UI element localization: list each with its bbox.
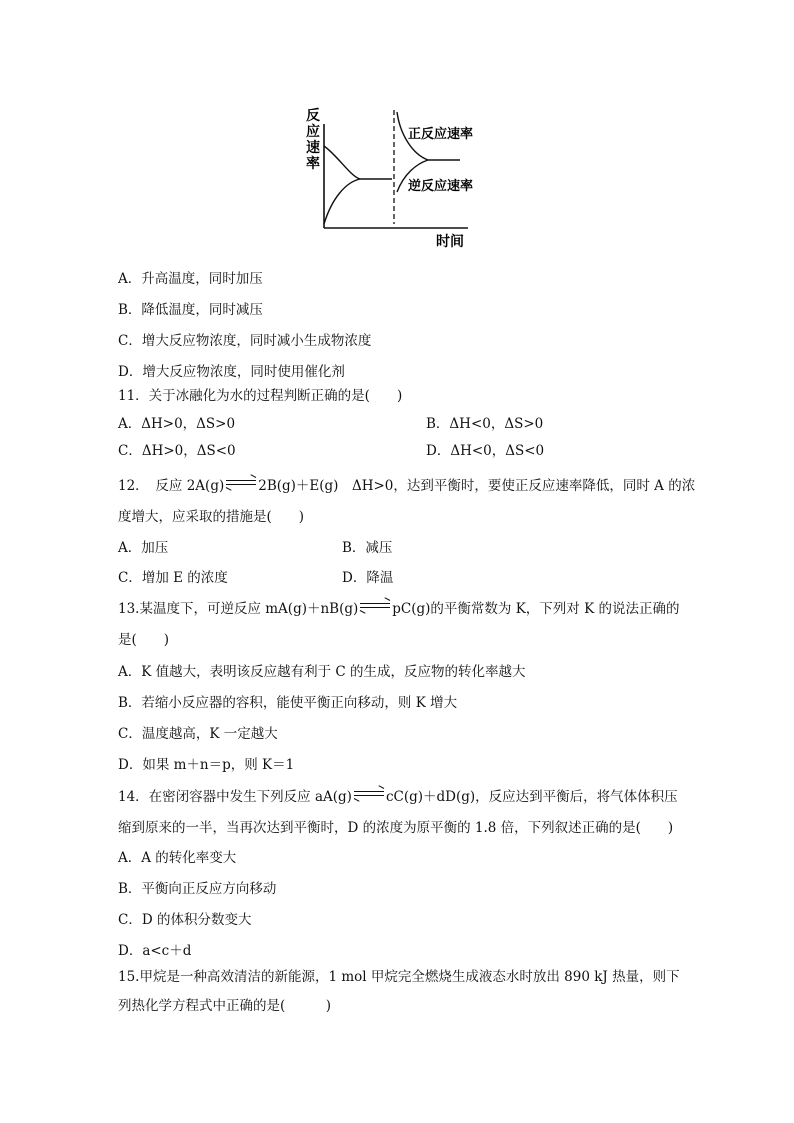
reverse-rate-curve-1	[324, 179, 360, 224]
q15-stem-line2: 列热化学方程式中正确的是( )	[118, 998, 332, 1014]
y-axis-label-char: 速	[306, 140, 320, 156]
q12-option-b: B．减压	[342, 540, 393, 556]
q12-stem-part2: 2B(g)＋E(g) ΔH>0，达到平衡时，要使正反应速率降低，同时 A 的浓	[258, 478, 696, 494]
q14-stem-part1: 14．在密闭容器中发生下列反应 aA(g)	[118, 789, 352, 805]
q14-option-b: B．平衡向正反应方向移动	[118, 881, 277, 897]
q10-option-d: D．增大反应物浓度，同时使用催化剂	[118, 364, 345, 380]
forward-rate-label: 正反应速率	[408, 127, 474, 142]
q13-option-d: D．如果 m＋n＝p，则 K＝1	[118, 757, 295, 773]
q13-stem-part2: pC(g)的平衡常数为 K，下列对 K 的说法正确的	[392, 601, 680, 617]
q13-stem	[118, 599, 679, 619]
q12-option-d: D．降温	[342, 570, 394, 586]
reverse-rate-label: 逆反应速率	[408, 179, 474, 194]
q14-stem-part2: cC(g)＋dD(g)，反应达到平衡后，将气体体积压	[385, 789, 678, 805]
q15-stem-line1: 15.甲烷是一种高效清洁的新能源，1 mol 甲烷完全燃烧生成液态水时放出 890 kJ 热量，则下	[118, 969, 680, 985]
q13-stem-line2: 是( )	[118, 632, 170, 648]
equilibrium-arrow-icon	[354, 789, 384, 799]
q11-option-c: C．ΔH>0，ΔS<0	[118, 443, 236, 459]
q14-option-d: D．a<c＋d	[118, 943, 192, 959]
q13-stem-part1: 13.某温度下，可逆反应 mA(g)＋nB(g)	[118, 601, 359, 617]
q11-option-a: A．ΔH>0，ΔS>0	[118, 416, 236, 432]
q12-option-a: A．加压	[118, 540, 169, 556]
q14-stem-line2: 缩到原来的一半，当再次达到平衡时，D 的浓度为原平衡的 1.8 倍，下列叙述正确的是( )	[118, 820, 674, 836]
y-axis-label-char: 率	[306, 156, 320, 172]
equilibrium-arrow-icon	[226, 478, 256, 488]
q12-option-c: C．增加 E 的浓度	[118, 570, 228, 586]
x-axis-label: 时间	[436, 234, 464, 250]
q10-option-c: C．增大反应物浓度，同时减小生成物浓度	[118, 333, 372, 349]
q14-option-c: C．D 的体积分数变大	[118, 912, 252, 928]
q13-option-a: A．K 值越大，表明该反应越有利于 C 的生成，反应物的转化率越大	[118, 664, 526, 680]
q11-option-b: B．ΔH<0，ΔS>0	[426, 416, 544, 432]
rate-time-graph	[300, 100, 500, 260]
q12-stem-line2: 度增大，应采取的措施是( )	[118, 509, 305, 525]
q11-option-d: D．ΔH<0，ΔS<0	[426, 443, 545, 459]
q10-option-a: A．升高温度，同时加压	[118, 271, 263, 287]
q13-option-b: B．若缩小反应器的容积，能使平衡正向移动，则 K 增大	[118, 695, 458, 711]
q12-stem-part1: 12． 反应 2A(g)	[118, 478, 225, 494]
q13-option-c: C．温度越高，K 一定越大	[118, 726, 278, 742]
y-axis-label-char: 反	[306, 108, 320, 124]
q14-option-a: A．A 的转化率变大	[118, 850, 237, 866]
q11-stem: 11．关于冰融化为水的过程判断正确的是( )	[118, 388, 403, 404]
y-axis-label-char: 应	[306, 124, 320, 140]
q12-stem	[118, 476, 695, 496]
q10-option-b: B．降低温度，同时减压	[118, 302, 263, 318]
q14-stem	[118, 787, 678, 807]
equilibrium-arrow-icon	[360, 601, 390, 611]
forward-rate-curve-1	[324, 146, 392, 179]
